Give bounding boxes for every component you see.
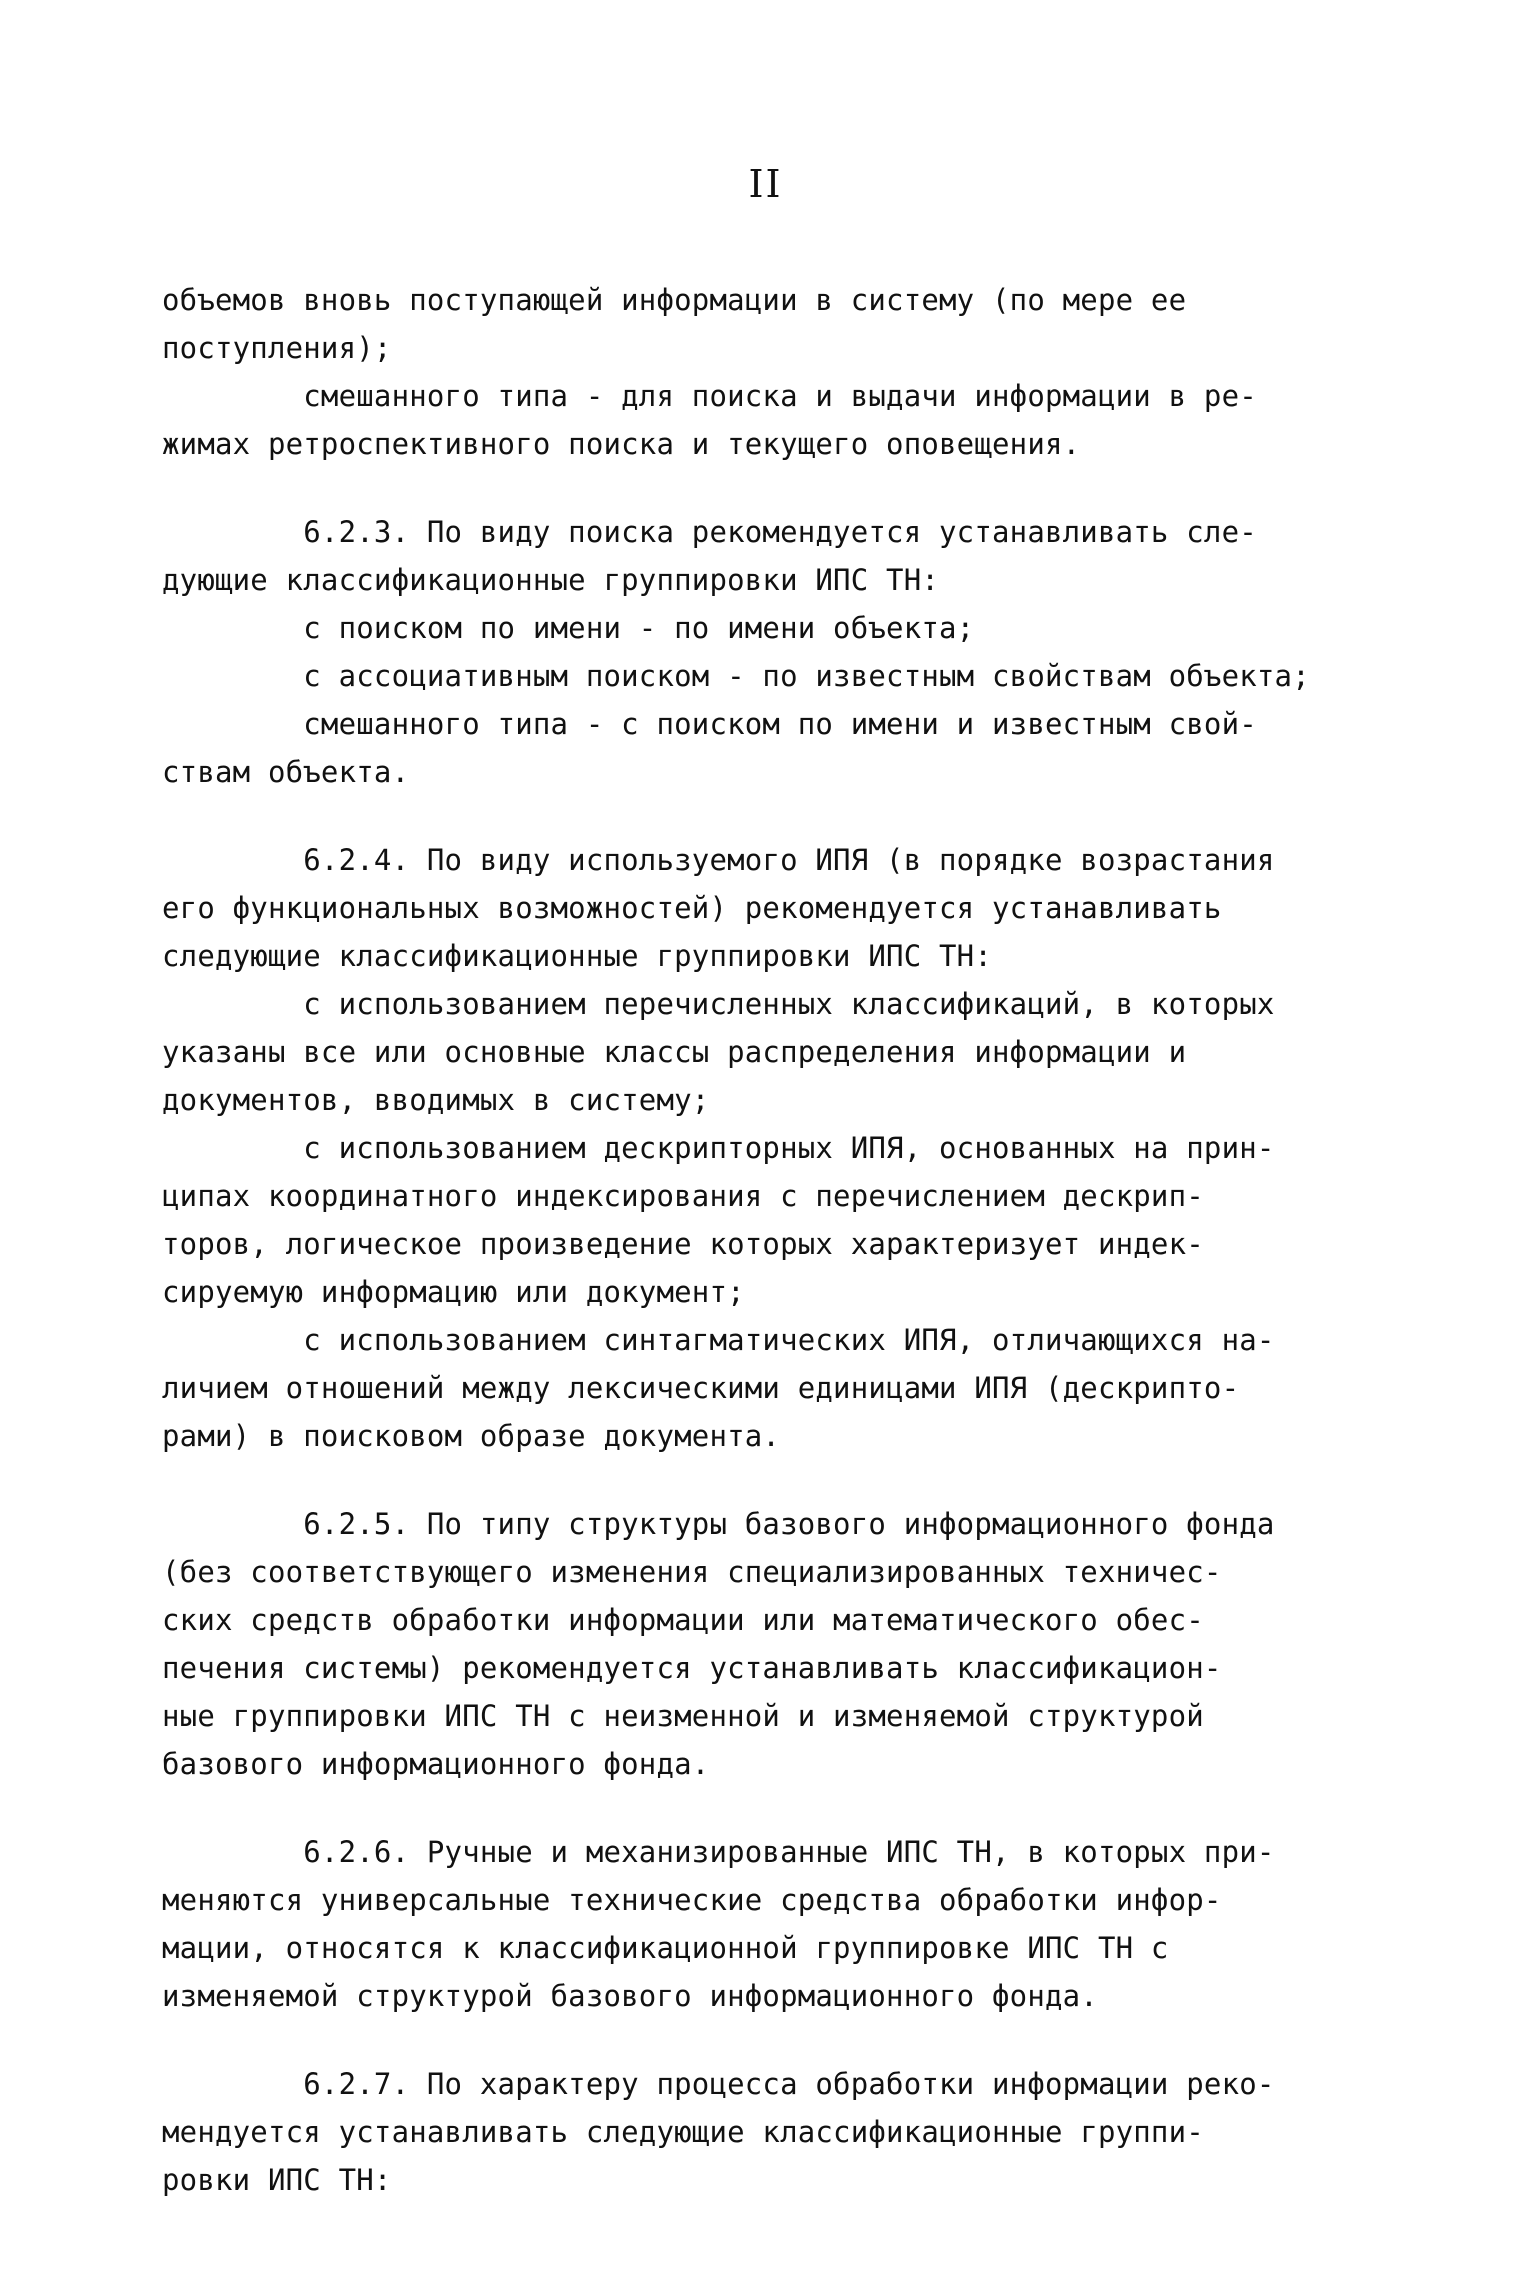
text-line: ципах координатного индексирования с перечислением дескрип- xyxy=(162,1179,1204,1213)
paragraph-gap xyxy=(162,2020,1352,2060)
text-line: рами) в поисковом образе документа. xyxy=(162,1419,781,1453)
text-line: 6.2.5. По типу структуры базового информационного фонда xyxy=(162,1507,1275,1541)
text-line: с поиском по имени - по имени объекта; xyxy=(162,611,975,645)
text-line: смешанного типа - с поиском по имени и известным свой- xyxy=(162,707,1257,741)
paragraph-gap xyxy=(162,1788,1352,1828)
text-line: смешанного типа - для поиска и выдачи информации в ре- xyxy=(162,379,1257,413)
text-line: его функциональных возможностей) рекомендуется устанавливать xyxy=(162,891,1222,925)
paragraph-gap xyxy=(162,796,1352,836)
text-line: 6.2.4. По виду используемого ИПЯ (в порядке возрастания xyxy=(162,843,1275,877)
paragraph-gap xyxy=(162,468,1352,508)
text-line: объемов вновь поступающей информации в систему (по мере ее xyxy=(162,283,1187,317)
text-line: 6.2.6. Ручные и механизированные ИПС ТН, в которых при- xyxy=(162,1835,1275,1869)
text-line: печения системы) рекомендуется устанавливать классификацион- xyxy=(162,1651,1222,1685)
text-line: с использованием дескрипторных ИПЯ, основанных на прин- xyxy=(162,1131,1275,1165)
text-line: указаны все или основные классы распределения информации и xyxy=(162,1035,1187,1069)
paragraph-gap xyxy=(162,1460,1352,1500)
text-line: с ассоциативным поиском - по известным свойствам объекта; xyxy=(162,659,1310,693)
text-line: документов, вводимых в систему; xyxy=(162,1083,710,1117)
text-line: ствам объекта. xyxy=(162,755,410,789)
text-line: с использованием синтагматических ИПЯ, отличающихся на- xyxy=(162,1323,1275,1357)
text-line: меняются универсальные технические средства обработки инфор- xyxy=(162,1883,1222,1917)
text-line: жимах ретроспективного поиска и текущего оповещения. xyxy=(162,427,1081,461)
text-line: 6.2.7. По характеру процесса обработки информации реко- xyxy=(162,2067,1275,2101)
text-line: 6.2.3. По виду поиска рекомендуется устанавливать сле- xyxy=(162,515,1257,549)
text-line: ные группировки ИПС ТН с неизменной и изменяемой структурой xyxy=(162,1699,1204,1733)
text-line: мендуется устанавливать следующие классификационные группи- xyxy=(162,2115,1204,2149)
text-line: сируемую информацию или документ; xyxy=(162,1275,745,1309)
text-line: дующие классификационные группировки ИПС ТН: xyxy=(162,563,940,597)
page-number: II xyxy=(748,162,783,206)
text-line: личием отношений между лексическими единицами ИПЯ (дескрипто- xyxy=(162,1371,1240,1405)
text-line: изменяемой структурой базового информационного фонда. xyxy=(162,1979,1098,2013)
text-line: с использованием перечисленных классификаций, в которых xyxy=(162,987,1275,1021)
text-line: ских средств обработки информации или математического обес- xyxy=(162,1603,1204,1637)
text-line: базового информационного фонда. xyxy=(162,1747,710,1781)
body-text xyxy=(162,276,1352,2204)
text-line: (без соответствующего изменения специализированных техничес- xyxy=(162,1555,1222,1589)
text-line: торов, логическое произведение которых характеризует индек- xyxy=(162,1227,1204,1261)
text-line: ровки ИПС ТН: xyxy=(162,2163,392,2197)
text-line: мации, относятся к классификационной группировке ИПС ТН с xyxy=(162,1931,1169,1965)
text-line: поступления); xyxy=(162,331,392,365)
text-line: следующие классификационные группировки ИПС ТН: xyxy=(162,939,992,973)
